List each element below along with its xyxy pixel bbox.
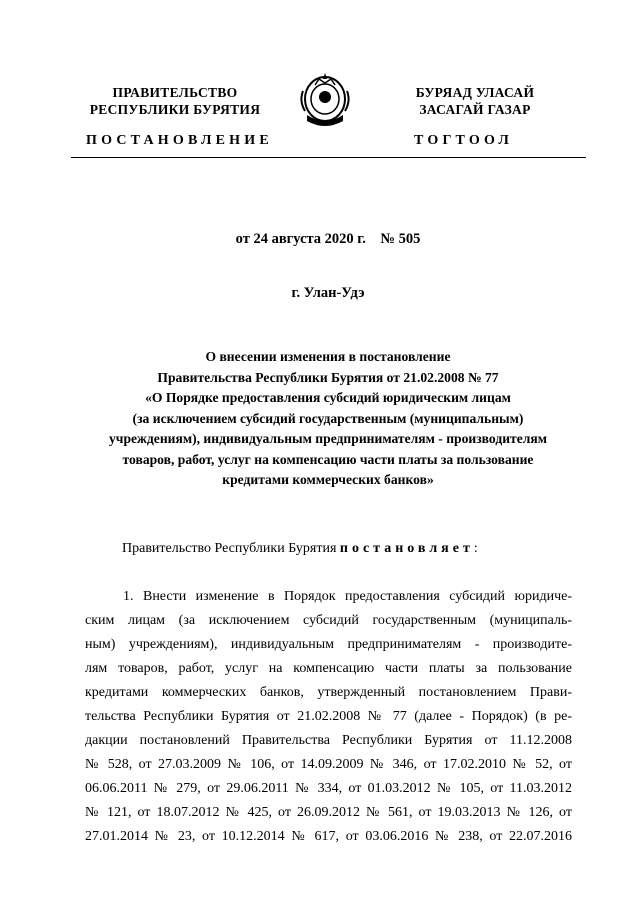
header-right-line2: ЗАСАГАЙ ГАЗАР — [419, 102, 531, 117]
document-title — [70, 347, 586, 491]
paragraph-line: № 528, от 27.03.2009 № 106, от 14.09.2009 № 346, от 17.02.2010 № 52, от — [85, 757, 572, 772]
intro-prefix: Правительство Республики Бурятия — [122, 541, 340, 556]
paragraph-line: лям товаров, работ, услуг на компенсацию части платы за пользование — [85, 661, 572, 676]
intro-emphasis: постановляет — [339, 541, 474, 556]
paragraph-line: дакции постановлений Правительства Республики Бурятия от 11.12.2008 — [85, 733, 572, 748]
paragraph-line: кредитами коммерческих банков, утвержденный постановлением Прави- — [85, 685, 572, 700]
title-line: «О Порядке предоставления субсидий юридическим лицам — [145, 390, 511, 405]
paragraph-line: 1. Внести изменение в Порядок предоставления субсидий юридиче- — [123, 589, 572, 604]
doc-type-right: ТОГТООЛ — [414, 133, 514, 148]
paragraph-line: ным) учреждениям), индивидуальным предпринимателям - производите- — [85, 637, 572, 652]
paragraph-1 — [85, 585, 572, 849]
city: г. Улан-Удэ — [291, 285, 365, 301]
title-line: (за исключением субсидий государственным (муниципальным) — [132, 410, 524, 426]
date-number: от 24 августа 2020 г. № 505 — [235, 231, 421, 247]
intro-statement — [122, 541, 478, 557]
coat-of-arms-emblem — [297, 71, 353, 131]
paragraph-line: 27.01.2014 № 23, от 10.12.2014 № 617, от 03.06.2016 № 238, от 22.07.2016 — [85, 829, 572, 844]
intro-suffix: : — [473, 541, 478, 556]
title-line: товаров, работ, услуг на компенсацию части платы за пользование — [122, 451, 534, 467]
header-left-line2: РЕСПУБЛИКИ БУРЯТИЯ — [89, 102, 261, 117]
paragraph-line: тельства Республики Бурятия от 21.02.2008 № 77 (далее - Порядок) (в ре- — [85, 709, 572, 724]
paragraph-line: ским лицам (за исключением субсидий государственным (муниципаль- — [85, 613, 572, 628]
title-line: кредитами коммерческих банков» — [222, 472, 434, 487]
title-line: учреждениям), индивидуальным предпринимателям - производителям — [109, 431, 547, 446]
paragraph-line: 06.06.2011 № 279, от 29.06.2011 № 334, от 01.03.2012 № 105, от 11.03.2012 — [85, 781, 572, 796]
doc-type-left: ПОСТАНОВЛЕНИЕ — [86, 133, 273, 148]
header-left-line1: ПРАВИТЕЛЬСТВО — [112, 85, 238, 100]
paragraph-line: № 121, от 18.07.2012 № 425, от 26.09.2012 № 561, от 19.03.2013 № 126, от — [85, 805, 572, 820]
title-line: Правительства Республики Бурятия от 21.02.2008 № 77 — [157, 369, 499, 385]
header-right-line1: БУРЯАД УЛАСАЙ — [415, 85, 535, 100]
title-line: О внесении изменения в постановление — [205, 349, 451, 364]
header-divider — [71, 157, 586, 158]
